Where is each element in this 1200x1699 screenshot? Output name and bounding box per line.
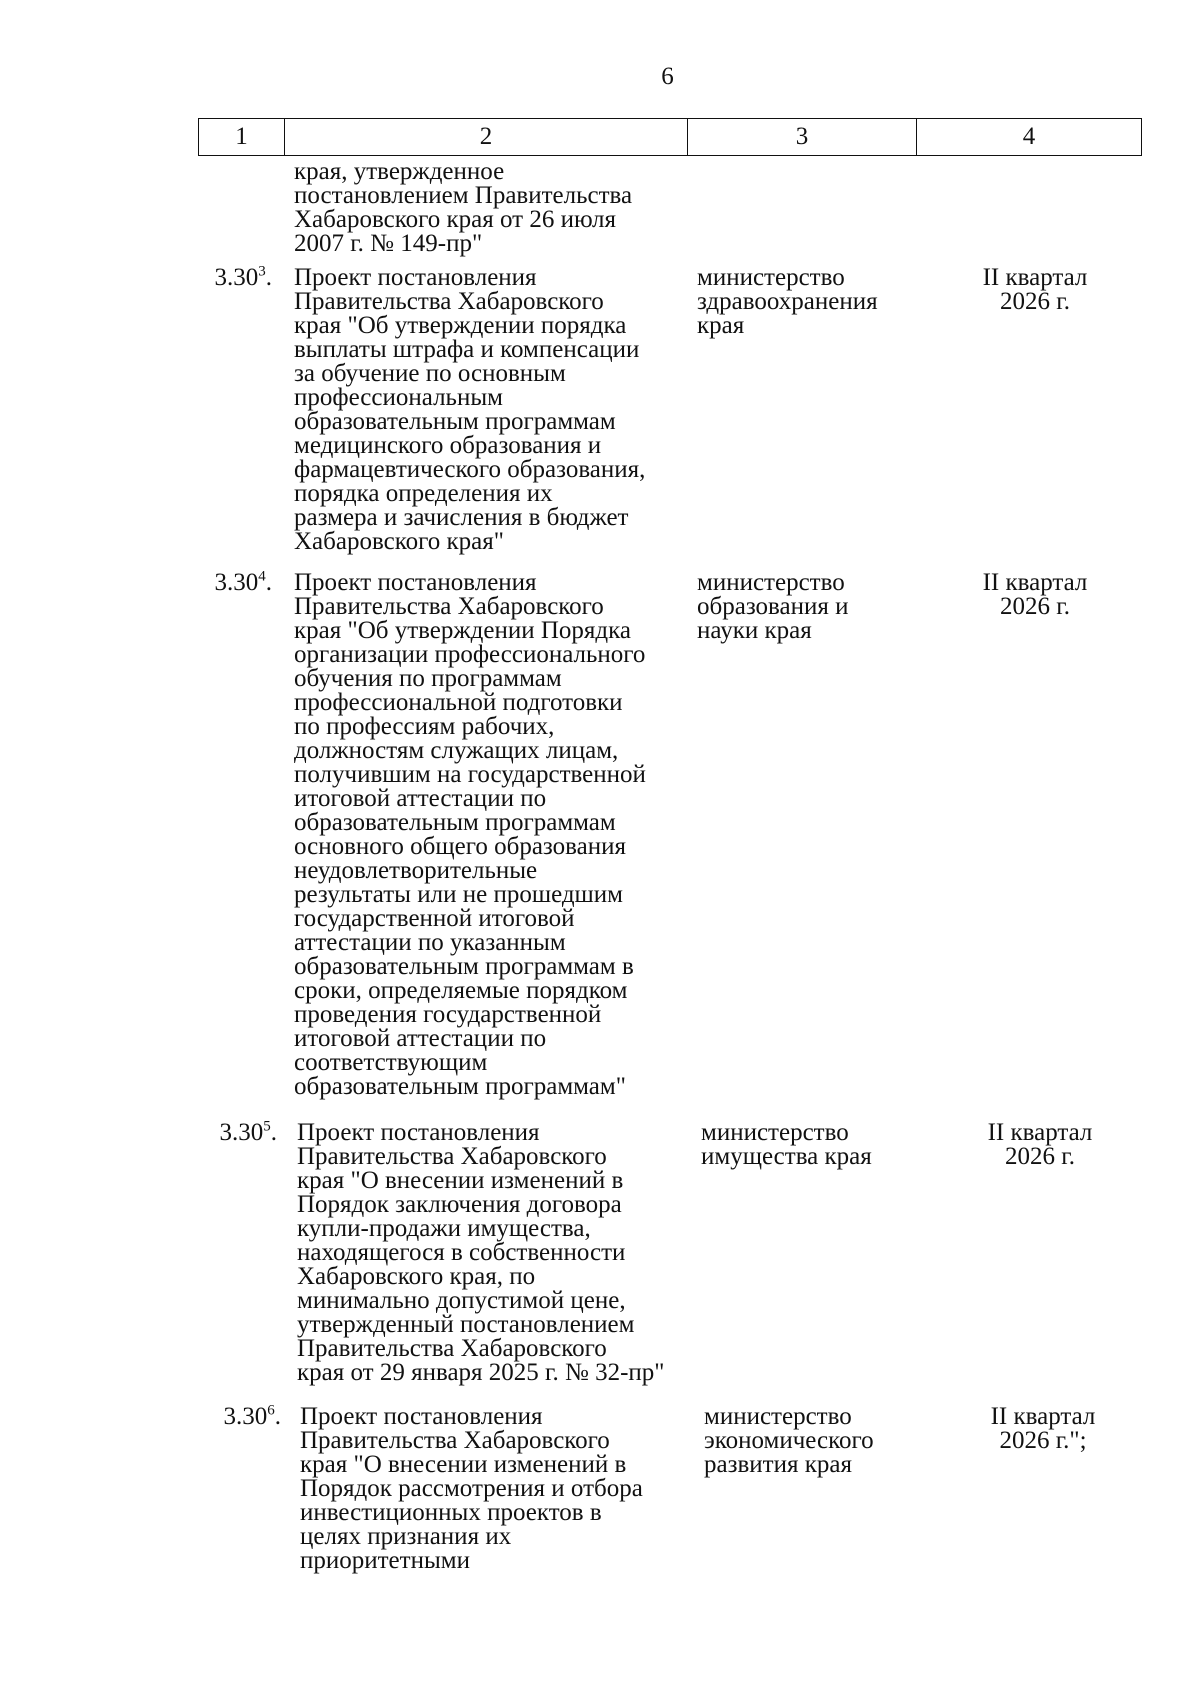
row-number: 3.30$^5$. — [219, 1118, 277, 1146]
row-number: 3.30$^4$. — [214, 568, 272, 596]
row-deadline: II квартал 2026 г."; — [990, 1403, 1096, 1454]
row-deadline: II квартал 2026 г. — [982, 264, 1088, 315]
row-responsible: министерство здравоохранения края — [697, 264, 878, 339]
header-cell-description: 2 — [285, 119, 688, 155]
row-responsible: министерство имущества края — [701, 1119, 872, 1170]
row-description: Проект постановления Правительства Хабаровского края "Об утверждении порядка выплаты штрафа и компенсации за обучение по основным профессиональным образовательным программам медицинского образования и фармацевтического образования, порядка определения их размера и зачисления в бюджет Хабаровского края" — [294, 264, 646, 555]
row-number: 3.30$^6$. — [223, 1402, 281, 1430]
row-responsible: министерство экономического развития края — [704, 1403, 874, 1478]
table-header — [198, 118, 1142, 156]
row-description: Проект постановления Правительства Хабаровского края "Об утверждении Порядка организации профессионального обучения по программам профессиональной подготовки по профессиям рабочих, должностям служащих лицам, получившим на государственной итоговой аттестации по образовательным программам основного общего образования неудовлетворительные результаты или не прошедшим государственной итоговой аттестации по указанным образовательным программам в сроки, определяемые порядком проведения государственной итоговой аттестации по соответствующим образовательным программам" — [294, 569, 646, 1100]
continuation-text: края, утвержденное постановлением Правительства Хабаровского края от 26 июля 2007 г. № 149-пр" — [294, 158, 633, 257]
header-cell-responsible: 3 — [688, 119, 917, 155]
row-deadline: II квартал 2026 г. — [987, 1119, 1093, 1170]
row-number: 3.30$^3$. — [214, 263, 272, 291]
header-cell-number: 1 — [199, 119, 285, 155]
header-cell-deadline: 4 — [1022, 123, 1036, 150]
row-responsible: министерство образования и науки края — [697, 569, 849, 644]
row-deadline: II квартал 2026 г. — [982, 569, 1088, 620]
row-description: Проект постановления Правительства Хабаровского края "О внесении изменений в Порядок заключения договора купли-продажи имущества, находящегося в собственности Хабаровского края, по минимально допустимой цене, утвержденный постановлением Правительства Хабаровского края от 29 января 2025 г. № 32-пр" — [297, 1119, 665, 1386]
row-description: Проект постановления Правительства Хабаровского края "О внесении изменений в Порядок рассмотрения и отбора инвестиционных проектов в целях признания их приоритетными — [300, 1403, 643, 1574]
page-number: 6 — [661, 63, 674, 90]
